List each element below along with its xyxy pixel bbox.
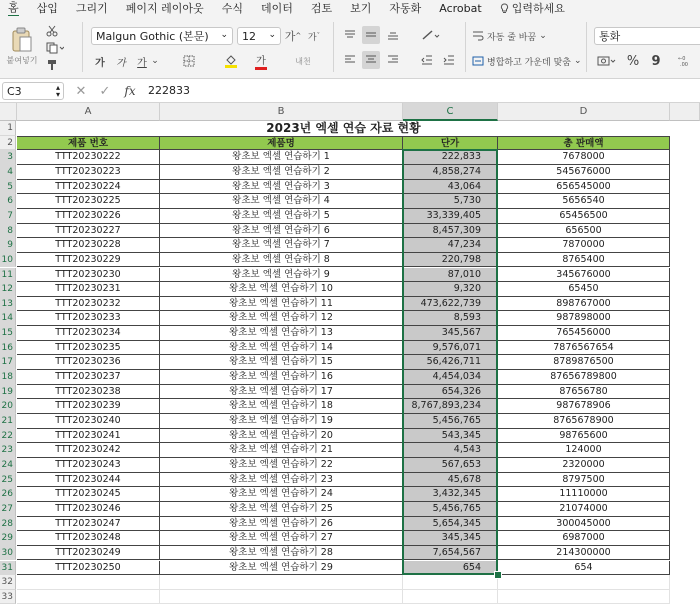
font-color-swatch (255, 67, 267, 70)
table-cell[interactable]: TTT20230247 (17, 517, 160, 532)
font-color-glyph: 가 (256, 56, 266, 67)
row-header[interactable]: 7 (0, 209, 16, 224)
wrap-text-button[interactable] (472, 27, 550, 45)
table-cell[interactable]: 8765678900 (498, 414, 670, 429)
ribbon-separator (586, 22, 587, 72)
menu-home[interactable]: 홈 (8, 0, 19, 17)
cut-icon[interactable] (44, 24, 60, 38)
table-cell[interactable]: 345,345 (403, 531, 498, 546)
table-cell[interactable]: 5,456,765 (403, 502, 498, 517)
empty-cell[interactable] (498, 575, 670, 590)
name-box-value: C3 (7, 84, 22, 98)
table-cell[interactable]: 왕초보 엑셀 연습하기 1 (160, 150, 403, 165)
row-header[interactable]: 1 (0, 121, 16, 136)
table-cell[interactable]: 987678906 (498, 399, 670, 414)
percent-button[interactable]: % (626, 53, 640, 69)
copy-icon[interactable] (44, 41, 66, 55)
table-cell[interactable]: TTT20230240 (17, 414, 160, 429)
row-header[interactable]: 25 (0, 473, 16, 488)
number-format-select[interactable] (594, 27, 700, 45)
table-cell[interactable]: 왕초보 엑셀 연습하기 25 (160, 502, 403, 517)
align-left-icon[interactable] (341, 51, 359, 69)
table-cell[interactable]: TTT20230238 (17, 385, 160, 400)
font-color-icon[interactable] (253, 52, 269, 70)
clipboard-icon (11, 27, 33, 53)
table-cell[interactable]: 왕초보 엑셀 연습하기 8 (160, 253, 403, 268)
table-cell[interactable]: TTT20230232 (17, 297, 160, 312)
table-cell[interactable]: 왕초보 엑셀 연습하기 12 (160, 311, 403, 326)
table-cell[interactable]: 87656789800 (498, 370, 670, 385)
table-cell[interactable]: 7,654,567 (403, 546, 498, 561)
table-cell[interactable]: 124000 (498, 443, 670, 458)
row-header[interactable]: 14 (0, 311, 16, 326)
paste-label: 붙여넣기 (6, 55, 38, 65)
table-cell[interactable]: TTT20230243 (17, 458, 160, 473)
table-cell[interactable]: 654 (498, 561, 670, 576)
table-cell[interactable]: 왕초보 엑셀 연습하기 3 (160, 180, 403, 195)
column-header-c[interactable]: C (403, 103, 498, 121)
align-bottom-icon[interactable] (384, 26, 402, 44)
row-header[interactable]: 12 (0, 282, 16, 297)
row-header[interactable]: 30 (0, 546, 16, 561)
table-cell[interactable]: 왕초보 엑셀 연습하기 26 (160, 517, 403, 532)
table-cell[interactable]: 87656780 (498, 385, 670, 400)
row-header[interactable]: 23 (0, 443, 16, 458)
table-cell[interactable]: 8765400 (498, 253, 670, 268)
increase-indent-icon[interactable] (440, 51, 458, 69)
font-size-select[interactable] (237, 27, 281, 45)
select-all-corner[interactable] (0, 103, 17, 121)
table-cell[interactable]: TTT20230248 (17, 531, 160, 546)
spreadsheet-grid[interactable] (0, 103, 700, 613)
table-cell[interactable]: 345,567 (403, 326, 498, 341)
table-cell[interactable]: 왕초보 엑셀 연습하기 22 (160, 458, 403, 473)
align-center-icon[interactable] (362, 51, 380, 69)
empty-cell[interactable] (403, 590, 498, 605)
row-header[interactable]: 22 (0, 429, 16, 444)
table-header-cell[interactable]: 단가 (403, 136, 498, 151)
table-cell[interactable]: TTT20230239 (17, 399, 160, 414)
menu-acrobat[interactable]: Acrobat (439, 1, 482, 15)
row-header[interactable]: 17 (0, 355, 16, 370)
font-size-value: 12 (242, 29, 256, 43)
table-cell[interactable]: 왕초보 엑셀 연습하기 10 (160, 282, 403, 297)
table-cell[interactable]: 왕초보 엑셀 연습하기 2 (160, 165, 403, 180)
ribbon (0, 16, 700, 79)
table-cell[interactable]: 왕초보 엑셀 연습하기 29 (160, 561, 403, 576)
chevron-updown-icon: ▴ ▾ (55, 83, 60, 99)
table-cell[interactable]: 왕초보 엑셀 연습하기 4 (160, 194, 403, 209)
table-cell[interactable]: 214300000 (498, 546, 670, 561)
row-header[interactable]: 24 (0, 458, 16, 473)
table-cell[interactable]: 43,064 (403, 180, 498, 195)
table-cell[interactable]: 8,593 (403, 311, 498, 326)
table-cell[interactable]: 왕초보 엑셀 연습하기 11 (160, 297, 403, 312)
table-cell[interactable]: 2320000 (498, 458, 670, 473)
table-cell[interactable]: 왕초보 엑셀 연습하기 15 (160, 355, 403, 370)
table-cell[interactable]: 7876567654 (498, 341, 670, 356)
table-cell[interactable]: 왕초보 엑셀 연습하기 5 (160, 209, 403, 224)
text-orientation-icon[interactable] (418, 26, 444, 44)
menu-data[interactable]: 데이터 (260, 2, 293, 15)
table-cell[interactable]: 왕초보 엑셀 연습하기 24 (160, 487, 403, 502)
table-cell[interactable]: 왕초보 엑셀 연습하기 16 (160, 370, 403, 385)
table-cell[interactable]: 8797500 (498, 473, 670, 488)
row-header[interactable]: 21 (0, 414, 16, 429)
table-cell[interactable]: TTT20230225 (17, 194, 160, 209)
tell-me-search[interactable] (500, 0, 565, 16)
table-cell[interactable]: TTT20230244 (17, 473, 160, 488)
fill-color-icon[interactable] (223, 52, 239, 70)
align-right-icon[interactable] (384, 51, 402, 69)
increase-font-size-button[interactable]: 가 ^ (284, 30, 302, 43)
table-cell[interactable]: 543,345 (403, 429, 498, 444)
table-cell[interactable]: 왕초보 엑셀 연습하기 14 (160, 341, 403, 356)
table-cell[interactable]: 654 (403, 561, 498, 576)
row-header[interactable]: 28 (0, 517, 16, 532)
wrap-text-icon (472, 31, 484, 41)
row-header[interactable]: 15 (0, 326, 16, 341)
empty-cell[interactable] (17, 590, 160, 605)
row-header[interactable]: 8 (0, 224, 16, 239)
table-cell[interactable]: 3,432,345 (403, 487, 498, 502)
table-cell[interactable]: 왕초보 엑셀 연습하기 13 (160, 326, 403, 341)
table-cell[interactable]: TTT20230245 (17, 487, 160, 502)
table-cell[interactable]: TTT20230223 (17, 165, 160, 180)
table-cell[interactable]: TTT20230231 (17, 282, 160, 297)
menu-view[interactable]: 보기 (350, 2, 372, 15)
table-cell[interactable]: 98765600 (498, 429, 670, 444)
table-cell[interactable]: TTT20230242 (17, 443, 160, 458)
name-box[interactable] (2, 82, 64, 100)
font-name-select[interactable] (91, 27, 233, 45)
formula-input[interactable]: 222833 (148, 84, 190, 97)
menu-draw[interactable]: 그리기 (75, 2, 108, 15)
table-cell[interactable]: 9,320 (403, 282, 498, 297)
table-cell[interactable]: 654,326 (403, 385, 498, 400)
empty-cell[interactable] (403, 575, 498, 590)
table-cell[interactable]: 87,010 (403, 268, 498, 283)
table-cell[interactable]: 5,654,345 (403, 517, 498, 532)
table-cell[interactable]: 8,457,309 (403, 224, 498, 239)
row-header[interactable]: 20 (0, 399, 16, 414)
row-header[interactable]: 3 (0, 150, 16, 165)
paste-button[interactable] (4, 22, 40, 70)
table-cell[interactable]: 33,339,405 (403, 209, 498, 224)
table-cell[interactable]: 왕초보 엑셀 연습하기 9 (160, 268, 403, 283)
chevron-down-icon: ⌄ (573, 56, 582, 66)
menu-formulas[interactable]: 수식 (221, 2, 243, 15)
merge-center-label: 병합하고 가운데 맞춤 (487, 57, 571, 68)
table-cell[interactable]: TTT20230234 (17, 326, 160, 341)
table-cell[interactable]: 왕초보 엑셀 연습하기 17 (160, 385, 403, 400)
row-header[interactable]: 4 (0, 165, 16, 180)
menu-review[interactable]: 검토 (310, 2, 333, 15)
number-format-value: 통화 (599, 30, 621, 43)
table-cell[interactable]: TTT20230237 (17, 370, 160, 385)
table-cell[interactable]: 222,833 (403, 150, 498, 165)
table-cell[interactable]: 45,678 (403, 473, 498, 488)
row-header[interactable]: 27 (0, 502, 16, 517)
table-cell[interactable]: TTT20230224 (17, 180, 160, 195)
chevron-down-icon: ⌄ (220, 30, 228, 40)
table-cell[interactable]: TTT20230236 (17, 355, 160, 370)
svg-text:.00: .00 (680, 62, 688, 67)
table-cell[interactable]: TTT20230230 (17, 268, 160, 283)
table-cell[interactable]: 왕초보 엑셀 연습하기 7 (160, 238, 403, 253)
empty-cell[interactable] (160, 575, 403, 590)
decrease-indent-icon[interactable] (418, 51, 436, 69)
table-cell[interactable]: 6987000 (498, 531, 670, 546)
row-header[interactable]: 5 (0, 180, 16, 195)
row-header[interactable]: 6 (0, 194, 16, 209)
fill-color-swatch (225, 65, 237, 68)
column-header-d[interactable]: D (498, 103, 670, 121)
row-header[interactable]: 9 (0, 238, 16, 253)
table-cell[interactable]: TTT20230229 (17, 253, 160, 268)
row-header[interactable]: 29 (0, 531, 16, 546)
column-header-e[interactable] (670, 103, 700, 121)
comma-style-button[interactable]: 9 (651, 53, 661, 69)
table-cell[interactable]: TTT20230235 (17, 341, 160, 356)
table-cell[interactable]: 왕초보 엑셀 연습하기 6 (160, 224, 403, 239)
ribbon-separator (82, 22, 83, 72)
table-cell[interactable]: 567,653 (403, 458, 498, 473)
row-header[interactable]: 13 (0, 297, 16, 312)
table-cell[interactable]: 345676000 (498, 268, 670, 283)
row-header[interactable]: 10 (0, 253, 16, 268)
table-header-cell[interactable]: 제품 번호 (17, 136, 160, 151)
menu-automate[interactable]: 자동화 (389, 2, 422, 15)
menu-insert[interactable]: 삽입 (36, 2, 58, 15)
table-cell[interactable]: 9,576,071 (403, 341, 498, 356)
table-cell[interactable]: 220,798 (403, 253, 498, 268)
table-cell[interactable]: 47,234 (403, 238, 498, 253)
row-header[interactable]: 16 (0, 341, 16, 356)
borders-icon[interactable] (178, 53, 200, 69)
tell-me-label: 입력하세요 (511, 2, 565, 15)
bold-button[interactable]: 가 (95, 57, 105, 69)
table-cell[interactable]: 왕초보 엑셀 연습하기 27 (160, 531, 403, 546)
table-cell[interactable]: 898767000 (498, 297, 670, 312)
table-cell[interactable]: TTT20230227 (17, 224, 160, 239)
table-cell[interactable]: 56,426,711 (403, 355, 498, 370)
table-cell[interactable]: 987898000 (498, 311, 670, 326)
table-cell[interactable]: TTT20230226 (17, 209, 160, 224)
table-cell[interactable]: 왕초보 엑셀 연습하기 19 (160, 414, 403, 429)
table-cell[interactable]: 7678000 (498, 150, 670, 165)
table-cell[interactable]: 7870000 (498, 238, 670, 253)
italic-button[interactable]: 가 (116, 57, 126, 69)
row-header[interactable]: 33 (0, 590, 16, 605)
table-cell[interactable]: TTT20230249 (17, 546, 160, 561)
increase-decimal-icon[interactable] (676, 52, 698, 70)
align-middle-icon[interactable] (362, 26, 380, 44)
table-cell[interactable]: 4,858,274 (403, 165, 498, 180)
row-header[interactable]: 32 (0, 575, 16, 590)
table-cell[interactable]: TTT20230246 (17, 502, 160, 517)
lightbulb-icon (500, 3, 509, 14)
row-header[interactable]: 31 (0, 561, 16, 576)
table-cell[interactable]: TTT20230222 (17, 150, 160, 165)
table-cell[interactable]: 5656540 (498, 194, 670, 209)
table-cell[interactable]: 65450 (498, 282, 670, 297)
menu-bar (0, 0, 700, 16)
formula-bar (0, 80, 700, 103)
chevron-down-icon: ⌄ (268, 30, 276, 40)
merge-center-button[interactable] (472, 52, 582, 70)
table-cell[interactable]: 8,767,893,234 (403, 399, 498, 414)
table-cell[interactable]: 656500 (498, 224, 670, 239)
svg-text:←0: ←0 (678, 56, 686, 62)
table-cell[interactable]: TTT20230233 (17, 311, 160, 326)
confirm-entry-icon[interactable]: ✓ (99, 83, 111, 99)
cancel-entry-icon[interactable]: ✕ (75, 83, 87, 99)
ribbon-separator (465, 22, 466, 72)
table-cell[interactable]: 왕초보 엑셀 연습하기 20 (160, 429, 403, 444)
font-name-value: Malgun Gothic (본문) (96, 30, 209, 43)
row-header[interactable]: 19 (0, 385, 16, 400)
fill-handle[interactable] (494, 571, 502, 579)
table-cell[interactable]: 21074000 (498, 502, 670, 517)
empty-cell[interactable] (498, 590, 670, 605)
table-cell[interactable]: 300045000 (498, 517, 670, 532)
wrap-text-label: 자동 줄 바꿈 (487, 32, 537, 43)
phonetic-button[interactable]: 내천 (295, 56, 311, 66)
table-cell[interactable]: TTT20230241 (17, 429, 160, 444)
table-cell[interactable]: TTT20230250 (17, 561, 160, 576)
underline-button[interactable]: 가 (137, 57, 147, 69)
table-cell[interactable]: 656545000 (498, 180, 670, 195)
table-cell[interactable]: 4,543 (403, 443, 498, 458)
table-cell[interactable]: 545676000 (498, 165, 670, 180)
column-header-a[interactable]: A (17, 103, 160, 121)
align-top-icon[interactable] (341, 26, 359, 44)
table-cell[interactable]: 11110000 (498, 487, 670, 502)
format-painter-icon[interactable] (44, 58, 60, 72)
currency-format-icon[interactable] (594, 52, 620, 70)
chevron-down-icon: ⌄ (539, 31, 547, 41)
table-cell[interactable]: 왕초보 엑셀 연습하기 21 (160, 443, 403, 458)
table-cell[interactable]: 65456500 (498, 209, 670, 224)
table-cell[interactable]: 8789876500 (498, 355, 670, 370)
table-cell[interactable]: 왕초보 엑셀 연습하기 23 (160, 473, 403, 488)
table-cell[interactable]: 왕초보 엑셀 연습하기 18 (160, 399, 403, 414)
sheet-title[interactable]: 2023년 엑셀 연습 자료 현황 (266, 121, 421, 135)
menu-page-layout[interactable]: 페이지 레이아웃 (125, 2, 204, 15)
row-header[interactable]: 11 (0, 268, 16, 283)
table-cell[interactable]: 5,456,765 (403, 414, 498, 429)
ribbon-separator (333, 22, 334, 72)
table-cell[interactable]: 5,730 (403, 194, 498, 209)
row-header[interactable]: 18 (0, 370, 16, 385)
table-header-cell[interactable]: 제품명 (160, 136, 403, 151)
table-cell[interactable]: 왕초보 엑셀 연습하기 28 (160, 546, 403, 561)
decrease-font-size-button[interactable]: 가 ˇ (307, 32, 321, 43)
insert-function-button[interactable]: fx (124, 84, 136, 98)
column-header-b[interactable]: B (160, 103, 403, 121)
table-header-cell[interactable]: 총 판매액 (498, 136, 670, 151)
chevron-down-icon[interactable]: ⌄ (151, 56, 159, 66)
table-cell[interactable]: 4,454,034 (403, 370, 498, 385)
merge-cells-icon (472, 56, 484, 66)
row-header[interactable]: 2 (0, 136, 16, 151)
table-cell[interactable]: TTT20230228 (17, 238, 160, 253)
empty-cell[interactable] (160, 590, 403, 605)
table-cell[interactable]: 765456000 (498, 326, 670, 341)
row-header[interactable]: 26 (0, 487, 16, 502)
empty-cell[interactable] (17, 575, 160, 590)
table-cell[interactable]: 473,622,739 (403, 297, 498, 312)
